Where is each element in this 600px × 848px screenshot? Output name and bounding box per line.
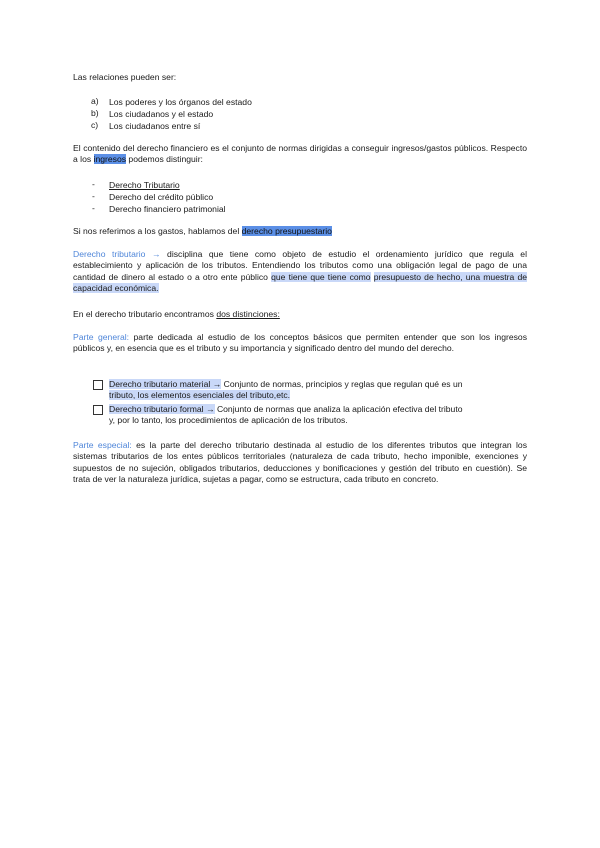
- distinciones-text: En el derecho tributario encontramos: [73, 309, 217, 319]
- parte-especial-paragraph: [73, 440, 527, 485]
- term-parte-especial: Parte especial:: [73, 440, 132, 450]
- tributario-text: disciplina que tiene como objeto de estudio el ordenamiento jurídico que regula el establecimiento y aplicación de los tributos. Entendiendo los tributos como una obligación legal de pago de una cantidad de dinero al estado o a otro ente público: [73, 249, 527, 282]
- intro-text: Las relaciones pueden ser:: [73, 72, 177, 82]
- list-marker: c): [91, 120, 99, 130]
- checklist-text: Conjunto de normas que analiza la aplicación efectiva del tributo: [214, 404, 463, 414]
- highlight-derecho-presupuestario: derecho presupuestario: [241, 226, 332, 236]
- dos-distinciones: dos distinciones:: [216, 309, 280, 319]
- checkbox[interactable]: [93, 380, 103, 390]
- highlight-presupuesto-1: que tiene que tiene como: [271, 271, 371, 282]
- contenido-text: El contenido del derecho financiero es el conjunto de normas dirigidas a conseguir ingresos/gastos públicos. Respecto a los: [73, 143, 527, 165]
- checklist-item: [109, 404, 527, 427]
- checklist-text: Conjunto de normas, principios y reglas que regulan qué es un: [221, 379, 463, 389]
- checklist-text-line2: y, por lo tanto, los procedimientos de aplicación de los tributos.: [109, 415, 348, 426]
- tributario-paragraph: [73, 249, 527, 294]
- parte-general-text: parte dedicada al estudio de los conceptos básicos que permiten entender que son los ingresos públicos y, en esencia que es el tributo y su importancia y significado dentro del mundo del derecho.: [73, 332, 528, 354]
- list-item: Derecho del crédito público: [109, 192, 214, 202]
- list-item: Los ciudadanos entre sí: [109, 121, 201, 131]
- list-item: Derecho financiero patrimonial: [109, 204, 226, 214]
- list-marker: b): [91, 108, 99, 118]
- contenido-text-end: podemos distinguir:: [126, 154, 203, 165]
- term-parte-general: Parte general:: [73, 332, 130, 342]
- distinciones-paragraph: [73, 309, 527, 320]
- list-item: Los ciudadanos y el estado: [109, 109, 214, 119]
- list-marker: -: [92, 179, 95, 189]
- checkbox[interactable]: [93, 405, 103, 415]
- list-item-derecho-tributario: Derecho Tributario: [109, 180, 180, 190]
- highlight-presupuesto-2: presupuesto de hecho, una muestra de capacidad económica.: [73, 271, 527, 293]
- list-marker: -: [92, 191, 95, 201]
- list-marker: a): [91, 96, 99, 106]
- term-material: Derecho tributario material →: [109, 379, 222, 389]
- parte-general-paragraph: [73, 332, 527, 355]
- checklist-item: [109, 379, 527, 402]
- list-marker: -: [92, 203, 95, 213]
- term-derecho-tributario: Derecho tributario →: [73, 249, 161, 259]
- term-formal: Derecho tributario formal →: [109, 404, 215, 414]
- gastos-text: Si nos referimos a los gastos, hablamos del: [73, 226, 242, 236]
- gastos-paragraph: [73, 226, 527, 237]
- parte-especial-text: es la parte del derecho tributario destinada al estudio de los diferentes tributos que integran los sistemas tributarios de los entes públicos territoriales (naturaleza de cada tributo, hecho imponible, exenciones y supuestos de no sujeción, obligados tributarios, deducciones y bonificaciones y gestión del tributo en cuestión). Se trata de ver la naturaleza jurídica, sujetas a pagar, como se estructura, cada tributo en concreto.: [73, 440, 527, 484]
- contenido-paragraph: [73, 143, 527, 166]
- highlight-ingresos: ingresos: [93, 154, 127, 165]
- list-item: Los poderes y los órganos del estado: [109, 97, 252, 107]
- checklist-text-line2: tributo, los elementos esenciales del tributo,etc.: [109, 390, 291, 401]
